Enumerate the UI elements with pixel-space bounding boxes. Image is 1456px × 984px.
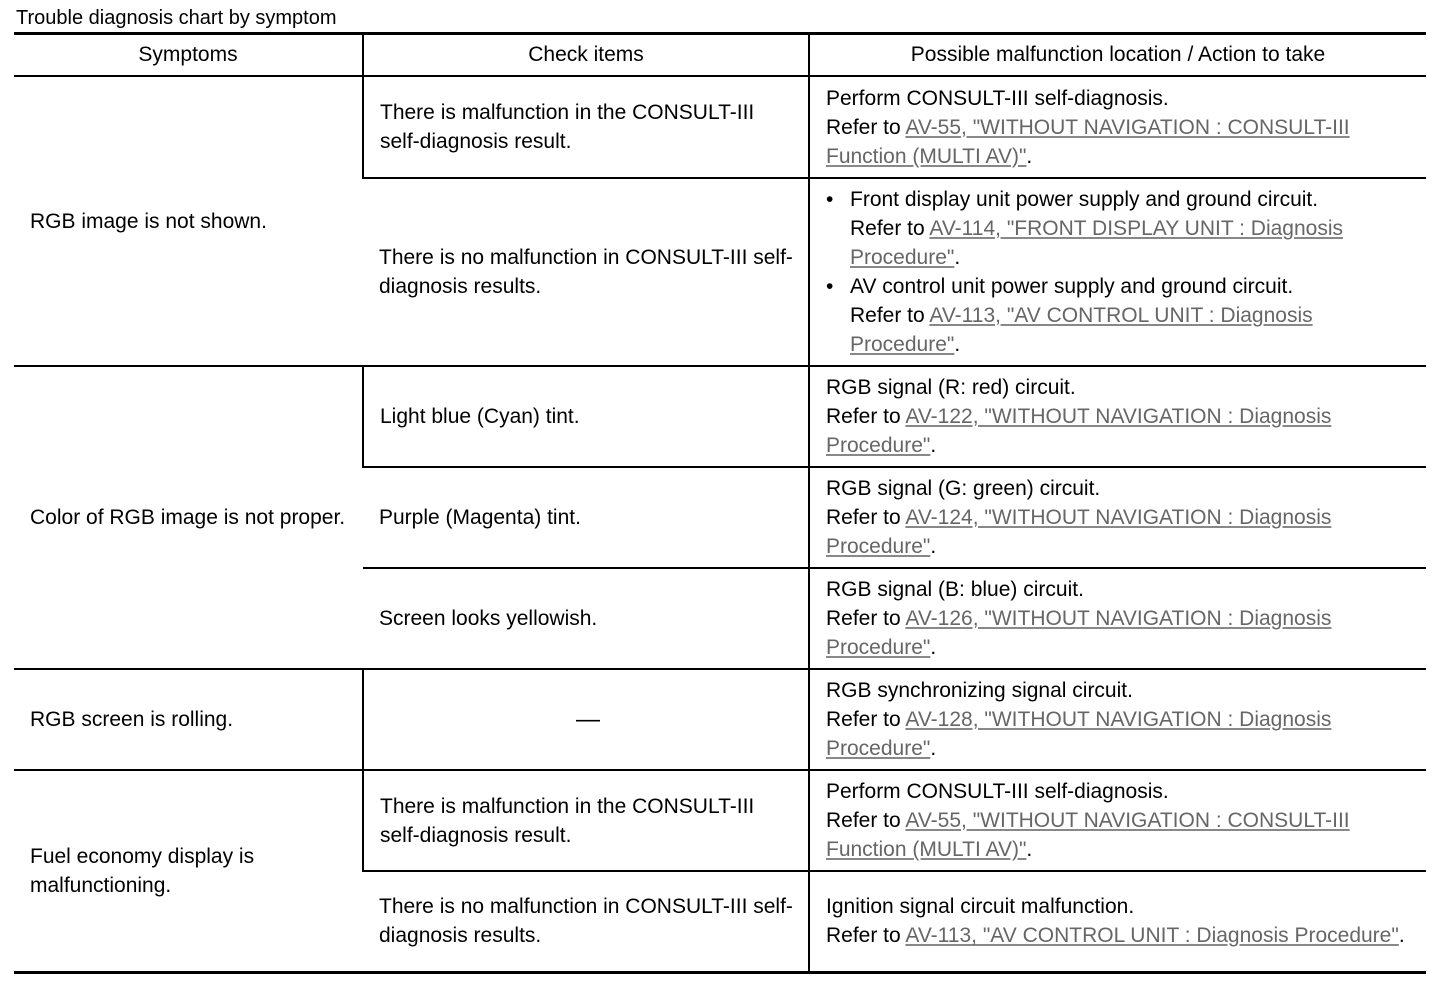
action-text: RGB signal (B: blue) circuit. [826, 578, 1084, 601]
period: . [954, 333, 961, 356]
period: . [1398, 924, 1405, 948]
refer-text: Refer to [850, 304, 930, 327]
header-check-items: Check items [363, 34, 809, 77]
action-text: Ignition signal circuit malfunction. [826, 895, 1135, 919]
period: . [954, 246, 961, 269]
period: . [930, 737, 937, 760]
refer-text: Refer to [826, 708, 906, 731]
action-text: RGB signal (G: green) circuit. [826, 477, 1101, 500]
refer-text: Refer to [826, 607, 906, 630]
reference-link[interactable]: AV-55, "WITHOUT NAVIGATION : CONSULT-III Function (MULTI AV)" [826, 115, 1350, 168]
action-cell [809, 770, 1426, 871]
refer-text: Refer to [850, 217, 930, 240]
reference-link[interactable]: AV-113, "AV CONTROL UNIT : Diagnosis Procedure" [850, 304, 1313, 356]
table-row [14, 770, 1426, 871]
bullet-item [826, 272, 1418, 359]
bullet-text: • Front display unit power supply and ground circuit. [850, 188, 1319, 211]
check-cell: — [363, 669, 809, 770]
header-row [14, 34, 1426, 77]
reference-link[interactable]: AV-128, "WITHOUT NAVIGATION : Diagnosis Procedure" [826, 708, 1332, 760]
action-text: Perform CONSULT-III self-diagnosis. [826, 780, 1169, 803]
refer-text: Refer to [826, 115, 906, 139]
refer-text: Refer to [826, 405, 906, 428]
action-cell [809, 669, 1426, 770]
reference-link[interactable]: AV-114, "FRONT DISPLAY UNIT : Diagnosis Procedure" [850, 217, 1343, 269]
header-action: Possible malfunction location / Action to take [809, 34, 1426, 77]
symptom-cell: RGB image is not shown. [14, 76, 363, 366]
reference-link[interactable]: AV-124, "WITHOUT NAVIGATION : Diagnosis Procedure" [826, 506, 1332, 558]
table-row [14, 669, 1426, 770]
table-row [14, 366, 1426, 467]
check-cell: Light blue (Cyan) tint. [363, 366, 809, 467]
check-cell: There is malfunction in the CONSULT-III self-diagnosis result. [363, 770, 809, 871]
check-cell: Purple (Magenta) tint. [363, 467, 809, 568]
symptom-cell: Color of RGB image is not proper. [14, 366, 363, 669]
action-text: RGB signal (R: red) circuit. [826, 376, 1076, 399]
check-cell: There is no malfunction in CONSULT-III self-diagnosis results. [379, 895, 793, 948]
check-cell: Screen looks yellowish. [363, 568, 809, 669]
reference-link[interactable]: AV-126, "WITHOUT NAVIGATION : Diagnosis Procedure" [826, 607, 1332, 659]
action-cell [809, 366, 1426, 467]
bullet-list [826, 185, 1418, 359]
symptom-cell: Fuel economy display is malfunctioning. [30, 844, 255, 897]
period: . [930, 535, 937, 558]
action-text: RGB synchronizing signal circuit. [826, 679, 1133, 702]
period: . [1026, 144, 1033, 168]
action-cell [809, 871, 1426, 972]
reference-link[interactable]: AV-113, "AV CONTROL UNIT : Diagnosis Procedure" [905, 924, 1399, 948]
action-cell [809, 178, 1426, 366]
table-caption: Trouble diagnosis chart by symptom [16, 7, 337, 29]
check-cell: There is malfunction in the CONSULT-III self-diagnosis result. [363, 76, 809, 178]
trouble-diagnosis-table [14, 32, 1426, 974]
refer-text: Refer to [826, 924, 906, 948]
table-row [14, 76, 1426, 178]
reference-link[interactable]: AV-55, "WITHOUT NAVIGATION : CONSULT-III Function (MULTI AV)" [826, 809, 1350, 861]
bullet-text: • AV control unit power supply and ground circuit. [850, 275, 1294, 298]
period: . [930, 636, 937, 659]
period: . [930, 434, 937, 457]
action-text: Perform CONSULT-III self-diagnosis. [826, 86, 1169, 110]
refer-text: Refer to [826, 809, 906, 832]
check-cell: There is no malfunction in CONSULT-III self-diagnosis results. [363, 178, 809, 366]
action-cell [809, 568, 1426, 669]
action-cell [809, 76, 1426, 178]
header-symptoms: Symptoms [14, 34, 363, 77]
action-cell [809, 467, 1426, 568]
symptom-cell: RGB screen is rolling. [14, 669, 363, 770]
period: . [1026, 838, 1033, 861]
refer-text: Refer to [826, 506, 906, 529]
reference-link[interactable]: AV-122, "WITHOUT NAVIGATION : Diagnosis Procedure" [826, 405, 1332, 457]
bullet-item [826, 185, 1418, 272]
